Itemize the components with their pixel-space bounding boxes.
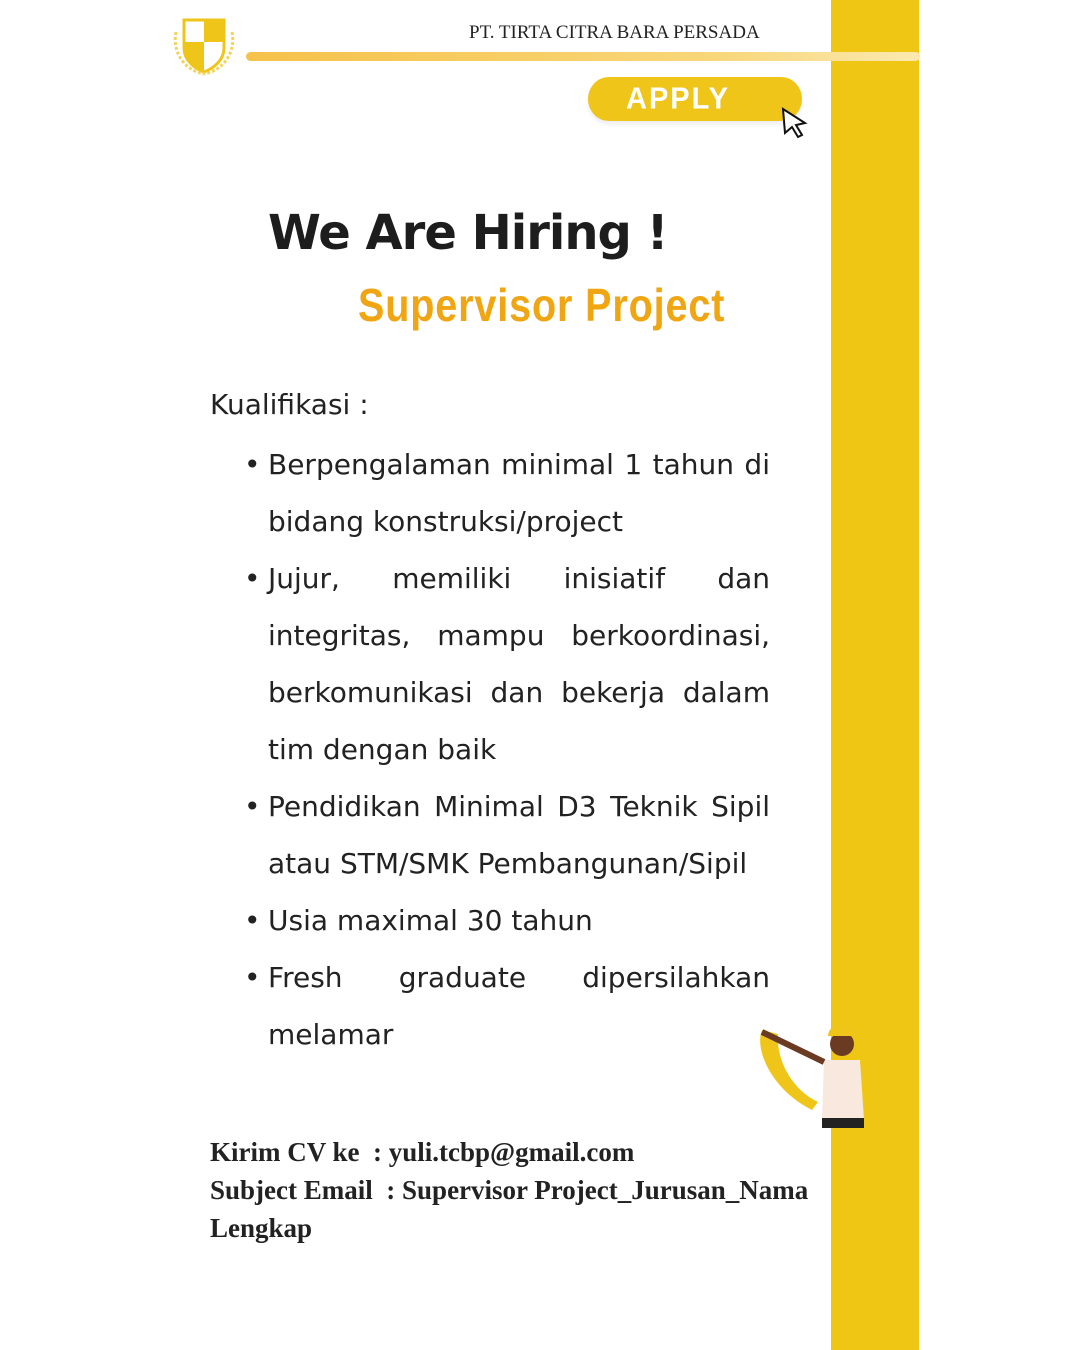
cv-email: yuli.tcbp@gmail.com: [388, 1137, 635, 1167]
cv-label: Kirim CV ke: [210, 1137, 360, 1167]
worker-illustration-icon: [752, 1010, 872, 1140]
subject-value: Supervisor Project_Jurusan_Nama Lengkap: [210, 1175, 809, 1243]
subject-label: Subject Email: [210, 1175, 373, 1205]
qualification-item: • Berpengalaman minimal 1 tahun di bidang konstruksi/project: [268, 436, 770, 550]
hiring-title: We Are Hiring !: [268, 205, 668, 261]
company-name: PT. TIRTA CITRA BARA PERSADA: [469, 22, 760, 43]
header-divider: [246, 52, 920, 61]
position-title: Supervisor Project: [358, 279, 726, 331]
qualification-item: • Jujur, memiliki inisiatif dan integritas, mampu berkoordinasi, berkomunikasi dan bekerja dalam tim dengan baik: [268, 550, 770, 778]
cursor-icon: [780, 106, 810, 140]
qualification-item: • Fresh graduate dipersilahkan melamar: [268, 949, 770, 1063]
yellow-side-stripe: [831, 0, 919, 1350]
apply-now-button[interactable]: APPLY NOW: [588, 77, 802, 121]
company-logo-icon: [170, 12, 238, 76]
contact-info: Kirim CV ke : yuli.tcbp@gmail.com Subject Email : Supervisor Project_Jurusan_Nama Lengkap: [210, 1137, 809, 1243]
qualification-item: • Usia maximal 30 tahun: [268, 892, 770, 949]
qualification-item: • Pendidikan Minimal D3 Teknik Sipil atau STM/SMK Pembangunan/Sipil: [268, 778, 770, 892]
qualifications-label: Kualifikasi :: [210, 388, 369, 421]
qualifications-list: [268, 436, 770, 1063]
